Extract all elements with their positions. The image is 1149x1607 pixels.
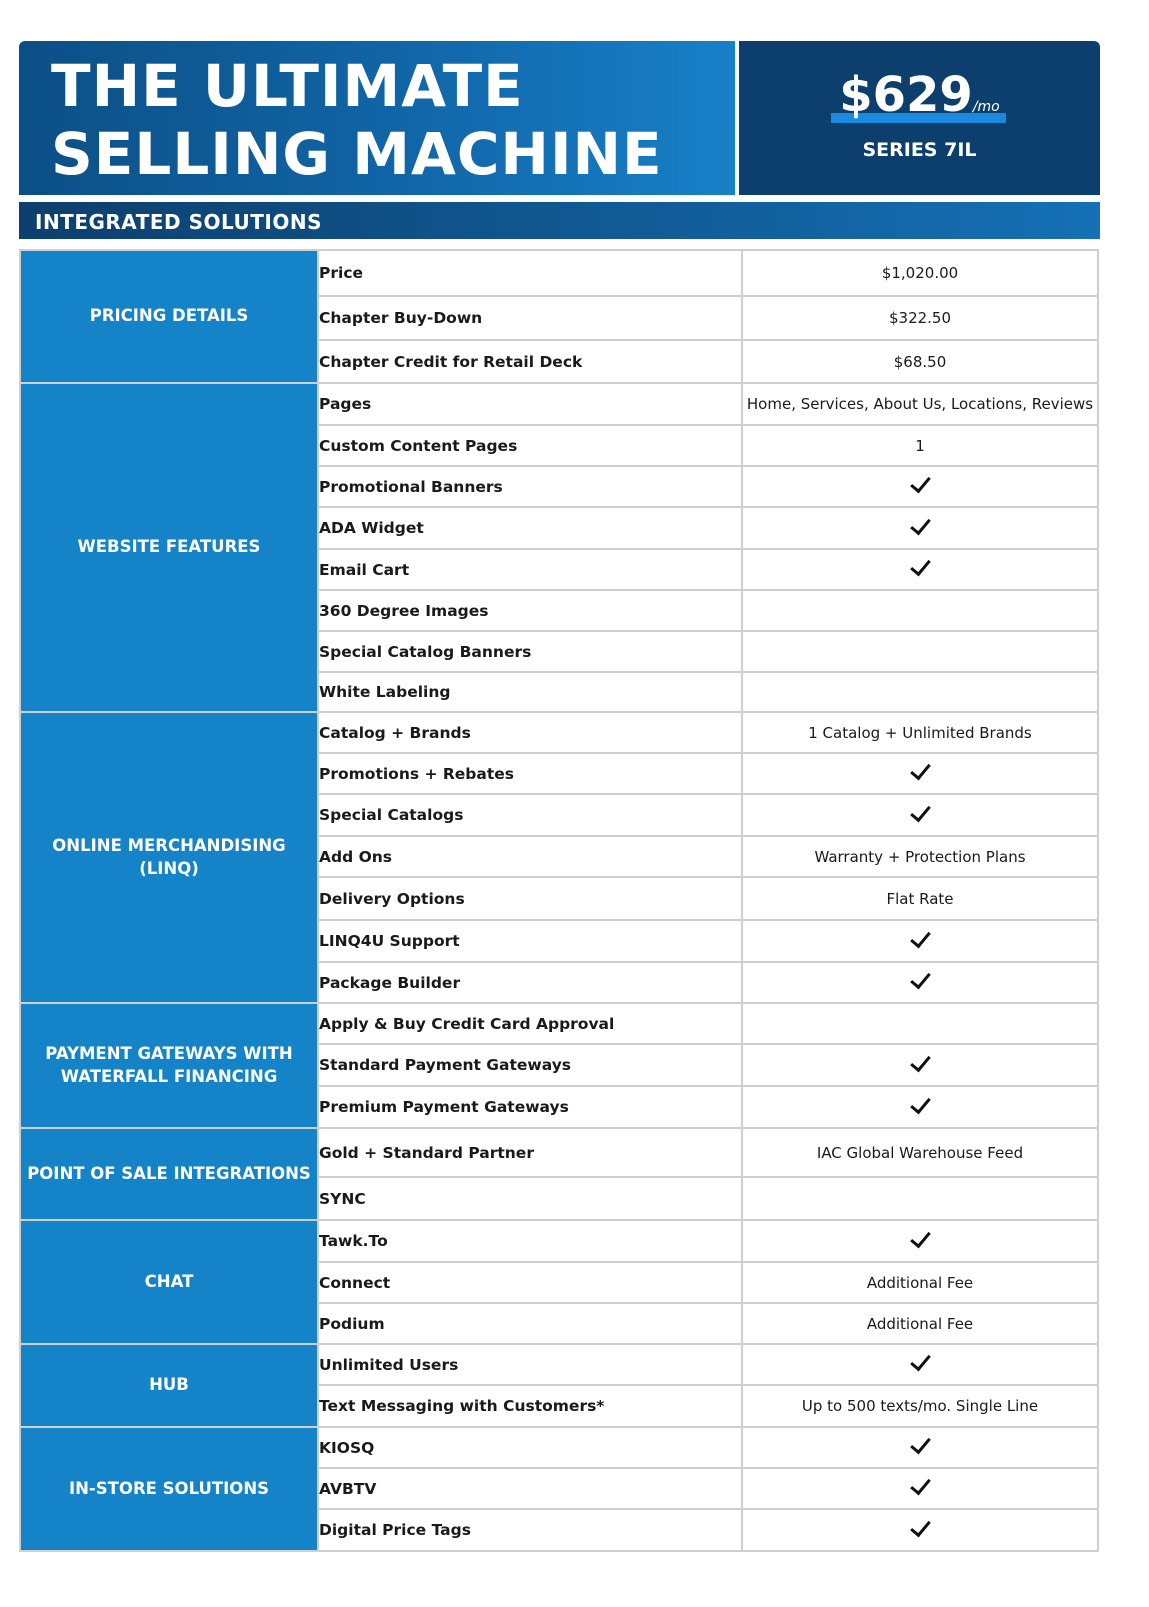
feature-value: Warranty + Protection Plans bbox=[742, 836, 1098, 877]
series-label: SERIES 7IL bbox=[862, 139, 977, 161]
section-header-bar bbox=[19, 202, 1100, 239]
feature-name: Pages bbox=[318, 383, 742, 425]
feature-value bbox=[742, 631, 1098, 672]
feature-value: Flat Rate bbox=[742, 877, 1098, 920]
check-icon bbox=[910, 513, 931, 535]
check-icon bbox=[910, 472, 931, 494]
feature-name: SYNC bbox=[318, 1177, 742, 1220]
check-icon bbox=[910, 1050, 931, 1072]
feature-name: Unlimited Users bbox=[318, 1344, 742, 1385]
feature-value bbox=[742, 920, 1098, 962]
feature-value bbox=[742, 753, 1098, 794]
feature-value bbox=[742, 507, 1098, 549]
feature-value: Home, Services, About Us, Locations, Reviews bbox=[742, 383, 1098, 425]
feature-value bbox=[742, 1086, 1098, 1128]
check-icon bbox=[910, 1226, 931, 1248]
feature-value bbox=[742, 1177, 1098, 1220]
feature-name: Connect bbox=[318, 1262, 742, 1303]
price-panel bbox=[739, 41, 1100, 195]
category-label: WEBSITE FEATURES bbox=[20, 383, 318, 712]
table-row bbox=[20, 1220, 1098, 1262]
category-label: PAYMENT GATEWAYS WITH WATERFALL FINANCING bbox=[20, 1003, 318, 1128]
feature-name: KIOSQ bbox=[318, 1427, 742, 1468]
feature-value bbox=[742, 1044, 1098, 1086]
price-line bbox=[839, 67, 1000, 123]
feature-name: Text Messaging with Customers* bbox=[318, 1385, 742, 1427]
feature-value: $68.50 bbox=[742, 340, 1098, 383]
feature-value bbox=[742, 962, 1098, 1003]
table-row bbox=[20, 712, 1098, 753]
feature-name: Email Cart bbox=[318, 549, 742, 590]
feature-value bbox=[742, 1427, 1098, 1468]
feature-value bbox=[742, 590, 1098, 631]
feature-value bbox=[742, 1344, 1098, 1385]
feature-value bbox=[742, 1003, 1098, 1044]
feature-name: Promotional Banners bbox=[318, 466, 742, 507]
feature-value bbox=[742, 466, 1098, 507]
price-wrap bbox=[739, 67, 1100, 123]
monthly-price: $629 bbox=[839, 67, 973, 123]
check-icon bbox=[910, 555, 931, 577]
feature-value bbox=[742, 549, 1098, 590]
category-label: HUB bbox=[20, 1344, 318, 1427]
feature-name: Digital Price Tags bbox=[318, 1509, 742, 1551]
feature-name: Podium bbox=[318, 1303, 742, 1344]
table-row bbox=[20, 250, 1098, 296]
feature-value bbox=[742, 1468, 1098, 1509]
feature-name: Custom Content Pages bbox=[318, 425, 742, 466]
table-row bbox=[20, 1427, 1098, 1468]
feature-name: LINQ4U Support bbox=[318, 920, 742, 962]
category-label: IN-STORE SOLUTIONS bbox=[20, 1427, 318, 1551]
feature-name: AVBTV bbox=[318, 1468, 742, 1509]
feature-name: Standard Payment Gateways bbox=[318, 1044, 742, 1086]
feature-name: Price bbox=[318, 250, 742, 296]
feature-value bbox=[742, 1509, 1098, 1551]
feature-name: Delivery Options bbox=[318, 877, 742, 920]
title-line-1: THE ULTIMATE bbox=[51, 52, 524, 120]
feature-table-body bbox=[20, 250, 1098, 1551]
feature-name: Catalog + Brands bbox=[318, 712, 742, 753]
feature-value: $322.50 bbox=[742, 296, 1098, 340]
feature-table bbox=[19, 249, 1099, 1552]
table-row bbox=[20, 1003, 1098, 1044]
feature-name: Special Catalog Banners bbox=[318, 631, 742, 672]
check-icon bbox=[910, 759, 931, 781]
feature-name: Add Ons bbox=[318, 836, 742, 877]
feature-name: Chapter Buy-Down bbox=[318, 296, 742, 340]
check-icon bbox=[910, 968, 931, 990]
feature-value: IAC Global Warehouse Feed bbox=[742, 1128, 1098, 1177]
section-title: INTEGRATED SOLUTIONS bbox=[35, 210, 323, 234]
check-icon bbox=[910, 926, 931, 948]
title-line-2: SELLING MACHINE bbox=[51, 120, 663, 188]
feature-value: Additional Fee bbox=[742, 1262, 1098, 1303]
check-icon bbox=[910, 1474, 931, 1496]
feature-name: Promotions + Rebates bbox=[318, 753, 742, 794]
table-row bbox=[20, 1128, 1098, 1177]
feature-name: ADA Widget bbox=[318, 507, 742, 549]
feature-name: White Labeling bbox=[318, 672, 742, 712]
feature-name: Special Catalogs bbox=[318, 794, 742, 836]
feature-value: 1 Catalog + Unlimited Brands bbox=[742, 712, 1098, 753]
category-label: ONLINE MERCHANDISING (LINQ) bbox=[20, 712, 318, 1003]
feature-name: Tawk.To bbox=[318, 1220, 742, 1262]
feature-value: 1 bbox=[742, 425, 1098, 466]
check-icon bbox=[910, 1350, 931, 1372]
feature-value bbox=[742, 672, 1098, 712]
category-label: PRICING DETAILS bbox=[20, 250, 318, 383]
feature-name: Chapter Credit for Retail Deck bbox=[318, 340, 742, 383]
feature-value bbox=[742, 1220, 1098, 1262]
feature-value: $1,020.00 bbox=[742, 250, 1098, 296]
category-label: POINT OF SALE INTEGRATIONS bbox=[20, 1128, 318, 1220]
title-banner bbox=[19, 41, 735, 195]
feature-value bbox=[742, 794, 1098, 836]
table-row bbox=[20, 383, 1098, 425]
check-icon bbox=[910, 1092, 931, 1114]
table-row bbox=[20, 1344, 1098, 1385]
feature-name: Premium Payment Gateways bbox=[318, 1086, 742, 1128]
check-icon bbox=[910, 1515, 931, 1537]
check-icon bbox=[910, 800, 931, 822]
price-unit: /mo bbox=[972, 99, 1000, 115]
feature-name: Gold + Standard Partner bbox=[318, 1128, 742, 1177]
feature-name: 360 Degree Images bbox=[318, 590, 742, 631]
category-label: CHAT bbox=[20, 1220, 318, 1344]
feature-name: Apply & Buy Credit Card Approval bbox=[318, 1003, 742, 1044]
feature-name: Package Builder bbox=[318, 962, 742, 1003]
feature-value: Up to 500 texts/mo. Single Line bbox=[742, 1385, 1098, 1427]
feature-value: Additional Fee bbox=[742, 1303, 1098, 1344]
check-icon bbox=[910, 1433, 931, 1455]
